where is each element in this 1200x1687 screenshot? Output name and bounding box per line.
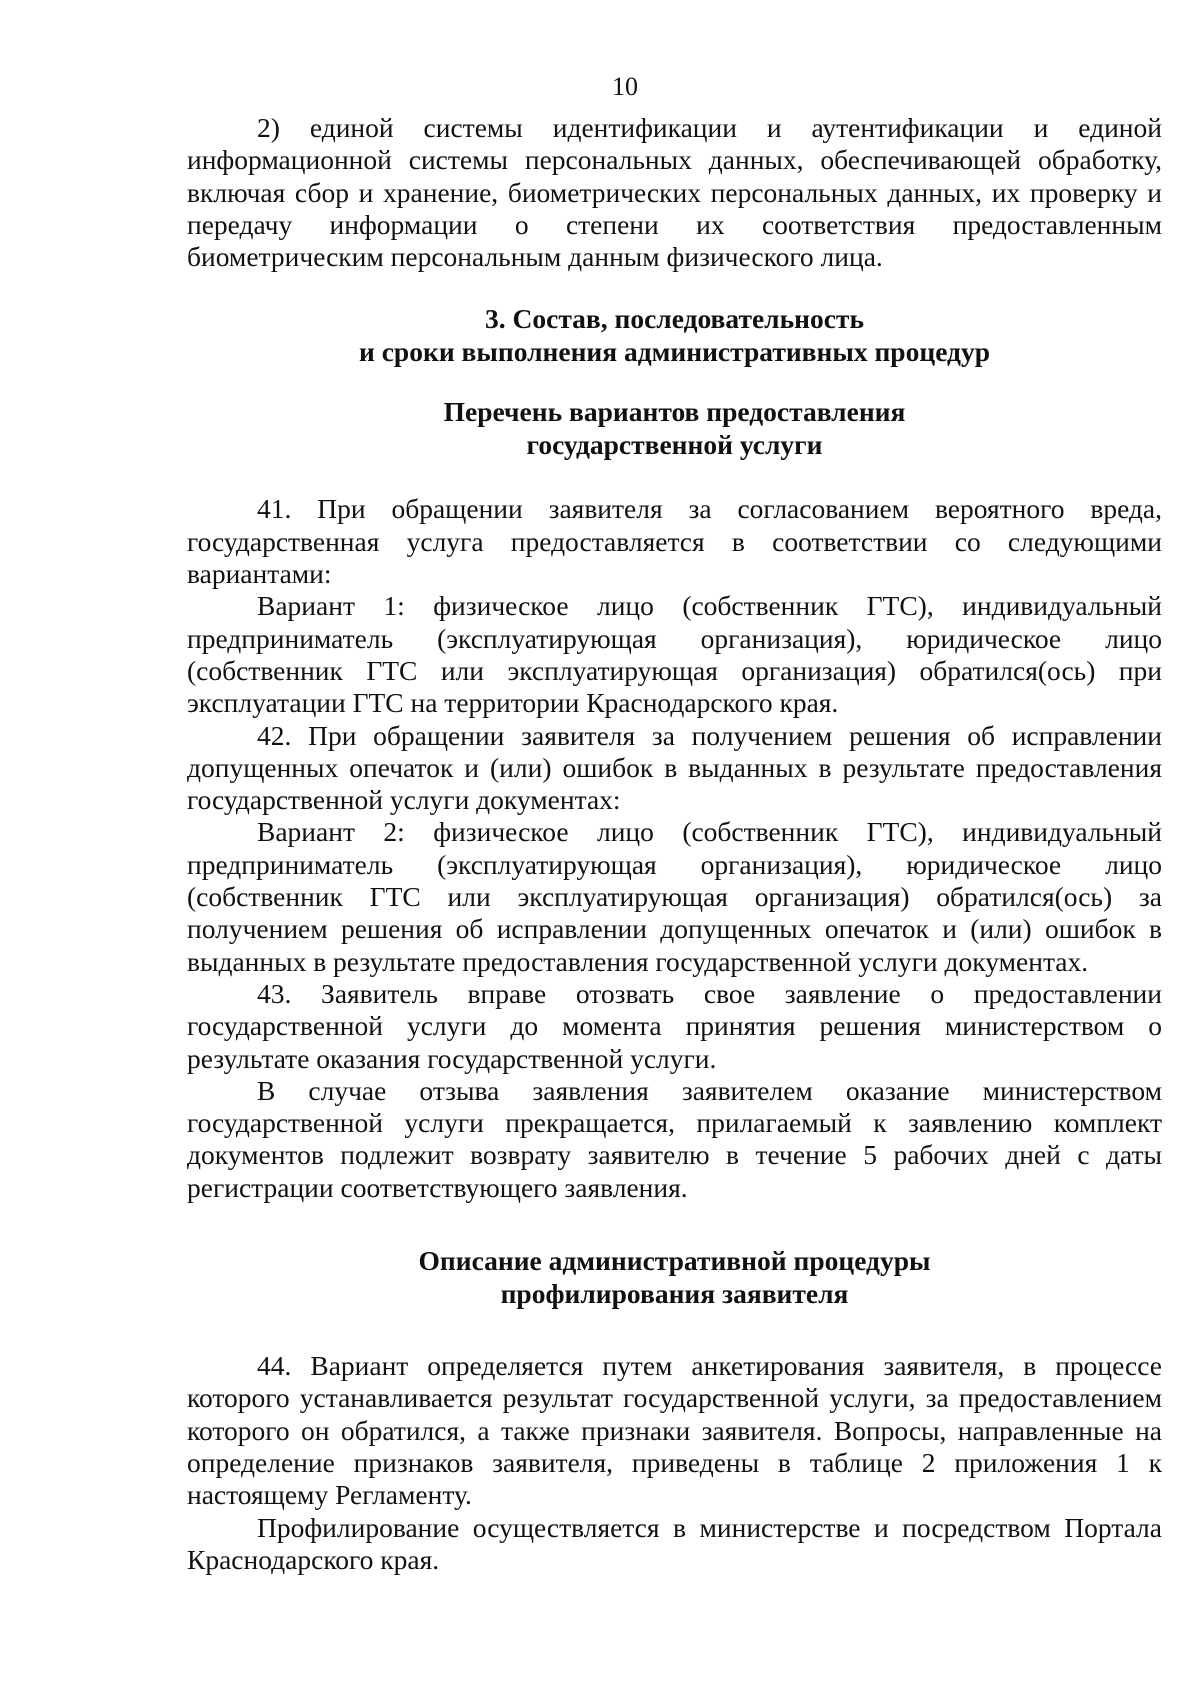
paragraph-identification-systems: 2) единой системы идентификации и аутентификации и единой информационной системы персональных данных, обеспечивающей обработку, включая сбор и хранение, биометрических персональных данных, их проверку и передачу информации о степени их соответствия предоставленным биометрическим персональным данным физического лица.	[187, 112, 1162, 273]
paragraph-43: 43. Заявитель вправе отозвать свое заявление о предоставлении государственной услуги до момента принятия решения министерством о результате оказания государственной услуги.	[187, 977, 1162, 1074]
section-3-title-line-2: и сроки выполнения административных процедур	[359, 336, 990, 368]
paragraph-profiling-channels: Профилирование осуществляется в министерстве и посредством Портала Краснодарского края.	[187, 1511, 1162, 1575]
section-3-heading	[187, 302, 1162, 368]
paragraph-42: 42. При обращении заявителя за получением решения об исправлении допущенных опечаток и (или) ошибок в выданных в результате предоставления государственной услуги документах:	[187, 719, 1162, 816]
paragraph-41: 41. При обращении заявителя за согласованием вероятного вреда, государственная услуга предоставляется в соответствии со следующими вариантами:	[187, 493, 1162, 590]
paragraph-withdrawal: В случае отзыва заявления заявителем оказание министерством государственной услуги прекращается, прилагаемый к заявлению комплект документов подлежит возврату заявителю в течение 5 рабочих дней с даты регистрации соответствующего заявления.	[187, 1074, 1162, 1203]
paragraph-44: 44. Вариант определяется путем анкетирования заявителя, в процессе которого устанавливается результат государственной услуги, за предоставлением которого он обратился, а также признаки заявителя. Вопросы, направленные на определение признаков заявителя, приведены в таблице 2 приложения 1 к настоящему Регламенту.	[187, 1350, 1162, 1511]
page-number: 10	[612, 72, 638, 101]
variants-heading-line-2: государственной услуги	[526, 429, 823, 461]
profiling-heading	[187, 1244, 1162, 1310]
profiling-heading-line-1: Описание административной процедуры	[418, 1245, 931, 1277]
document-body	[187, 112, 1162, 1576]
paragraph-variant-1: Вариант 1: физическое лицо (собственник ГТС), индивидуальный предприниматель (эксплуатирующая организация), юридическое лицо (собственник ГТС или эксплуатирующая организация) обратился(ось) при эксплуатации ГТС на территории Краснодарского края.	[187, 590, 1162, 719]
section-3-title-line-1: 3. Состав, последовательность	[485, 303, 864, 335]
variants-list-heading	[187, 395, 1162, 461]
profiling-heading-line-2: профилирования заявителя	[500, 1278, 849, 1310]
variants-heading-line-1: Перечень вариантов предоставления	[443, 396, 906, 428]
paragraph-variant-2: Вариант 2: физическое лицо (собственник ГТС), индивидуальный предприниматель (эксплуатирующая организация), юридическое лицо (собственник ГТС или эксплуатирующая организация) обратился(ось) за получением решения об исправлении допущенных опечаток и (или) ошибок в выданных в результате предоставления государственной услуги документах.	[187, 816, 1162, 977]
